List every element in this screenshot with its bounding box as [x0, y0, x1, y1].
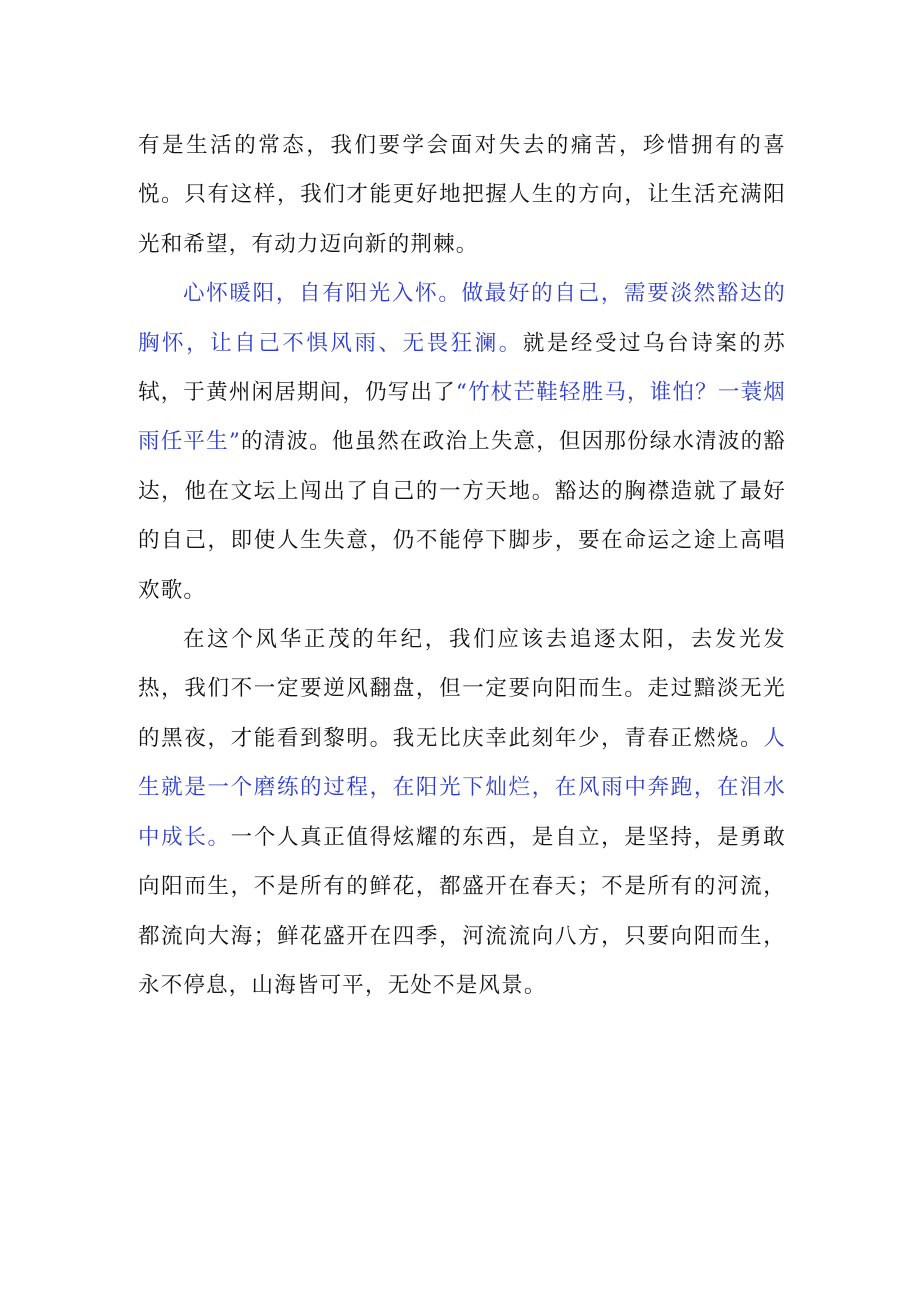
paragraph-text: 在这个风华正茂的年纪，我们应该去追逐太阳，去发光发热，我们不一定要逆风翻盘，但一定要向阳而生。走过黯淡无光的黑夜，才能看到黎明。我无比庆幸此刻年少，青春正燃烧。	[138, 627, 786, 751]
paragraph-1	[138, 121, 786, 269]
paragraph-3	[138, 615, 786, 1010]
document-page	[138, 121, 786, 1010]
highlighted-text: 心怀暖阳，自有阳光入怀。做最好的自己，需要淡然豁达的胸怀，让自己不惧风雨、无畏狂澜。	[138, 281, 786, 356]
paragraph-text: 就是经受过乌台诗案的苏轼，于黄州闲居期间，仍写出了	[138, 330, 787, 406]
paragraph-2	[138, 269, 786, 615]
paragraph-text: 一个人真正值得炫耀的东西，是自立，是坚持，是勇敢向阳而生，不是所有的鲜花，都盛开在春天；不是所有的河流，都流向大海；鲜花盛开在四季，河流流向八方，只要向阳而生，永不停息，山海皆可平，无处不是风景。	[138, 824, 786, 998]
paragraph-text: 的清波。他虽然在政治上失意，但因那份绿水清波的豁达，他在文坛上闯出了自己的一方天地。豁达的胸襟造就了最好的自己，即使人生失意，仍不能停下脚步，要在命运之途上高唱欢歌。	[138, 429, 786, 603]
highlighted-text: 人生就是一个磨练的过程，在阳光下灿烂，在风雨中奔跑，在泪水中成长。	[138, 725, 786, 850]
paragraph-text: 有是生活的常态，我们要学会面对失去的痛苦，珍惜拥有的喜悦。只有这样，我们才能更好地把握人生的方向，让生活充满阳光和希望，有动力迈向新的荆棘。	[138, 133, 786, 257]
highlighted-quote: “竹杖芒鞋轻胜马，谁怕？一蓑烟雨任平生”	[138, 380, 786, 455]
